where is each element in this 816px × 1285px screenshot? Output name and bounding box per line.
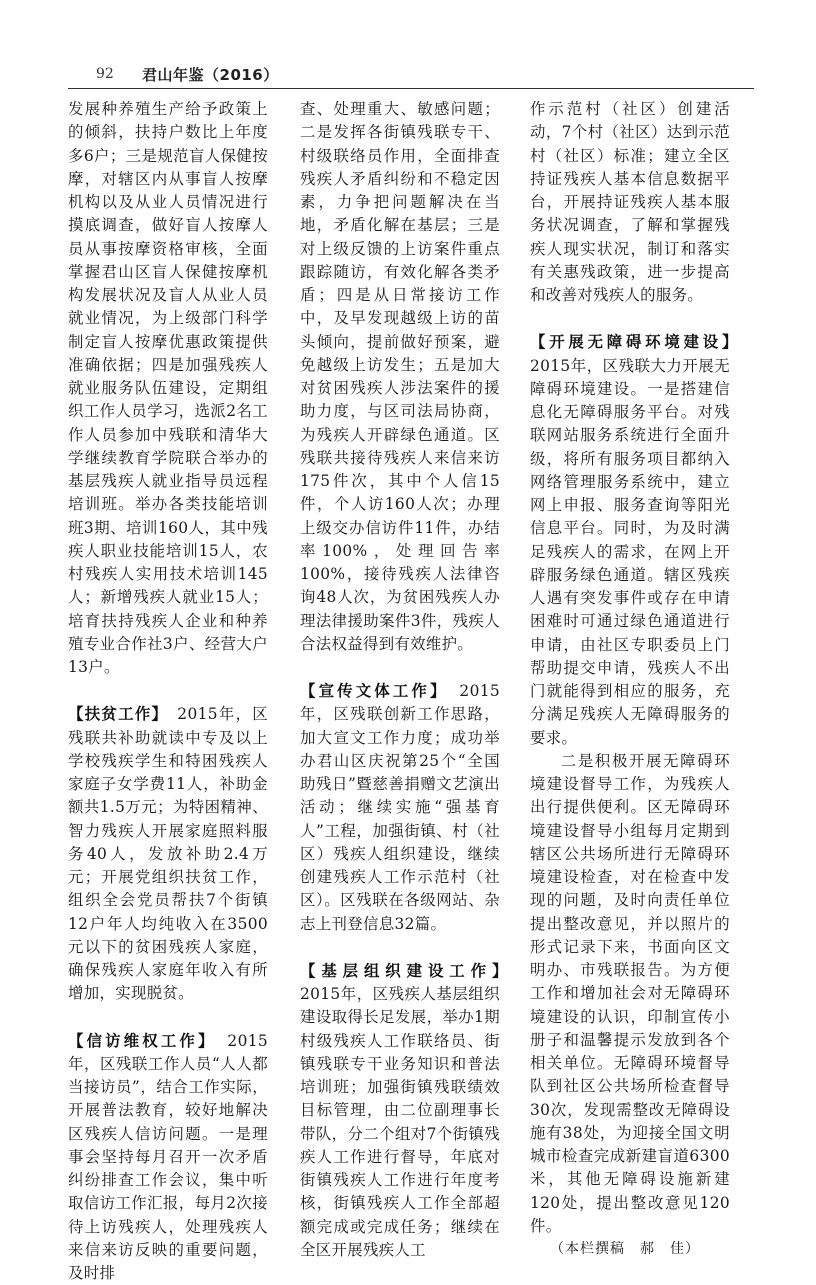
section-barrier-free xyxy=(530,331,730,750)
page-number: 92 xyxy=(96,66,114,82)
column-2 xyxy=(300,98,500,1262)
paragraph-continued: 作示范村（社区）创建活动，7个村（社区）达到示范村（社区）标准；建立全区持证残疾人基本信息数据平台，开展持证残疾人基本服务状况调查，了解和掌握残疾人现实状况，制订和落实有关惠残政策，进一步提高和改善对残疾人的服务。 xyxy=(530,98,730,307)
section-body: 2015年，区残疾人基层组织建设取得长足发展，举办1期村级残疾人工作联络员、街镇残联专干业务知识和普法培训班；加强街镇残联绩效目标管理，由二位副理事长带队，分二个组对7个街镇残疾人工作进行督导，年底对街镇残疾人工作进行年度考核，街镇残疾人工作全部超额完成或完成任务；继续在全区开展残疾人工 xyxy=(300,985,500,1259)
paragraph-barrier-free-2: 二是积极开展无障碍环境建设督导工作，为残疾人出行提供便利。区无障碍环境建设督导小组每月定期到辖区公共场所进行无障碍环境建设检查，对在检查中发现的问题，及时向责任单位提出整改意见，并以照片的形式记录下来，书面向区文明办、市残联报告。为方便工作和增加社会对无障碍环境建设的认识，印制宣传小册子和温馨提示发放到各个相关单位。无障碍环境督导队到社区公共场所检查督导30次，发现需整改无障碍设施有38处，为迎接全国文明城市检查完成新建盲道6300米，其他无障碍设施新建120处，提出整改意见120件。 xyxy=(530,750,730,1238)
section-publicity-culture xyxy=(300,680,500,936)
section-title: 【开展无障碍环境建设】 xyxy=(530,333,730,351)
column-1 xyxy=(68,98,268,1285)
section-body: 2015年，区残联工作人员“人人都当接访员”，结合工作实际，开展普法教育，较好地解决区残疾人信访问题。一是理事会坚持每月召开一次矛盾纠纷排查工作会议，集中听取信访工作汇报，每月2次接待上访残疾人，处理残疾人来信来访反映的重要问题，及时排 xyxy=(68,1032,268,1283)
section-grassroots-organization xyxy=(300,960,500,1262)
section-poverty-relief xyxy=(68,703,268,1005)
section-body: 2015年，区残联创新工作思路，加大宣文工作力度；成功举办君山区庆祝第25个“全国助残日”暨慈善捐赠文艺演出活动；继续实施“强基育人”工程，加强街镇、村（社区）残疾人组织建设，继续创建残疾人工作示范村（社区）。区残联在各级网站、杂志上刊登信息32篇。 xyxy=(300,682,500,933)
section-title: 【基层组织建设工作】 xyxy=(300,962,500,980)
section-title: 【宣传文体工作】 xyxy=(300,682,441,700)
book-title: 君山年鉴（2016） xyxy=(142,64,279,85)
section-title: 【信访维权工作】 xyxy=(68,1032,209,1050)
column-3 xyxy=(530,98,730,1261)
section-body: 2015年，区残联大力开展无障碍环境建设。一是搭建信息化无障碍服务平台。对残联网站服务系统进行全面升级，将所有服务项目都纳入网络管理服务系统中，建立网上申报、服务查询等阳光信息平台。同时，为及时满足残疾人的需求，在网上开辟服务绿色通道。辖区残疾人遇有突发事件或存在申请困难时可通过绿色通道进行申请，由社区专职委员上门帮助提交申请，残疾人不出门就能得到相应的服务，充分满足残疾人无障碍服务的要求。 xyxy=(530,357,730,747)
section-petition-rights xyxy=(68,1030,268,1285)
author-credit: （本栏撰稿 郝 佳） xyxy=(530,1238,730,1261)
section-body: 2015年，区残联共补助就读中专及以上学校残疾学生和特困残疾人家庭子女学费11人，补助金额共1.5万元；为特困精神、智力残疾人开展家庭照料服务40人，发放补助2.4万元；开展党组织扶贫工作，组织全会党员帮扶7个街镇12户年人均纯收入在3500元以下的贫困残疾人家庭，确保残疾人家庭年收入有所增加，实现脱贫。 xyxy=(68,705,268,1002)
paragraph-intro: 发展种养殖生产给予政策上的倾斜，扶持户数比上年度多6户；三是规范盲人保健按摩，对辖区内从事盲人按摩机构以及从业人员情况进行摸底调查，做好盲人按摩人员从事按摩资格审核，全面掌握君山区盲人保健按摩机构发展状况及盲人从业人员就业情况，为上级部门科学制定盲人按摩优惠政策提供准确依据；四是加强残疾人就业服务队伍建设，定期组织工作人员学习，选派2名工作人员参加中残联和清华大学继续教育学院联合举办的基层残疾人就业指导员远程培训班。举办各类技能培训班3期、培训160人，其中残疾人职业技能培训15人，农村残疾人实用技术培训145人；新增残疾人就业15人；培育扶持残疾人企业和种养殖专业合作社3户、经营大户13户。 xyxy=(68,98,268,679)
page-header xyxy=(68,62,754,89)
paragraph-continued: 查、处理重大、敏感问题；二是发挥各街镇残联专干、村级联络员作用，全面排查残疾人矛盾纠纷和不稳定因素，力争把问题解决在当地，矛盾化解在基层；三是对上级反馈的上访案件重点跟踪随访，有效化解各类矛盾；四是从日常接访工作中，及早发现越级上访的苗头倾向，提前做好预案，避免越级上访发生；五是加大对贫困残疾人涉法案件的援助力度，与区司法局协商，为残疾人开辟绿色通道。区残联共接待残疾人来信来访175件次，其中个人信15件，个人访160人次；办理上级交办信访件11件，办结率100%，处理回告率100%，接待残疾人法律咨询48人次，为贫困残疾人办理法律援助案件3件，残疾人合法权益得到有效维护。 xyxy=(300,98,500,656)
section-title: 【扶贫工作】 xyxy=(68,705,161,723)
